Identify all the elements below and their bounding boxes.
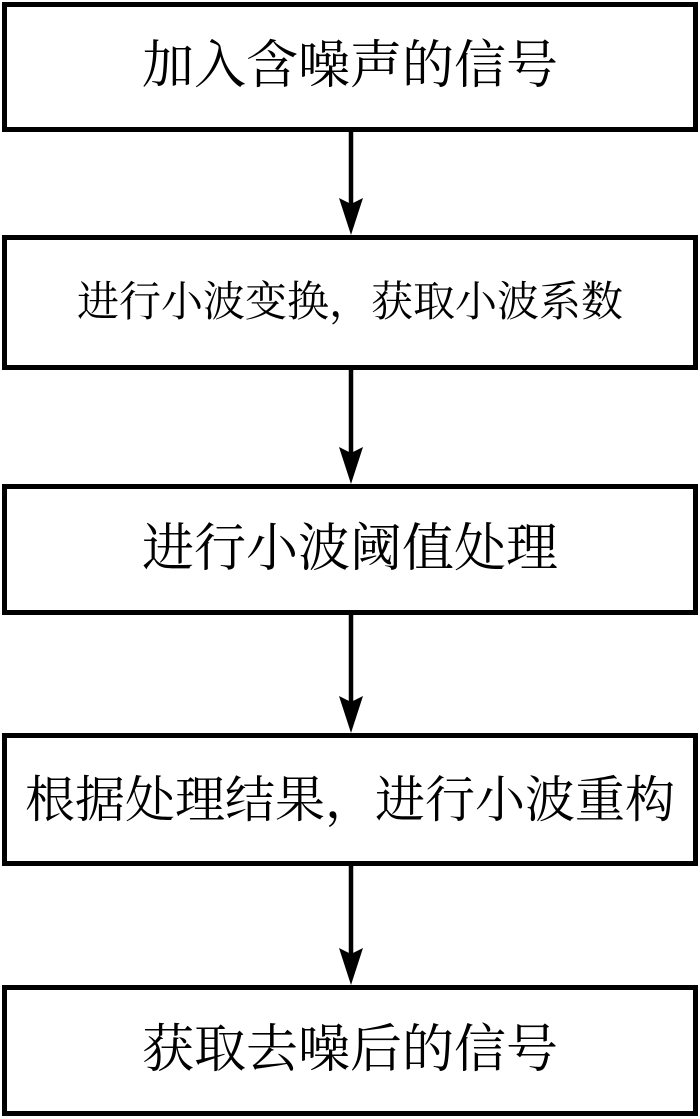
flow-node-step-4 [2,733,698,866]
flow-node-step-1-label: 加入含噪声的信号 [141,38,558,95]
flow-node-step-4-label: 根据处理结果，进行小波重构 [25,771,675,828]
flow-node-step-5 [2,985,698,1116]
flow-node-step-5-label: 获取去噪后的信号 [141,1021,558,1079]
flow-arrow-down-icon [336,866,366,985]
flow-arrow-down-icon [336,370,366,484]
flow-arrow-down-icon [336,132,366,235]
flow-node-step-3 [2,484,698,615]
flow-node-step-3-label: 进行小波阈值处理 [141,520,558,578]
flow-node-step-2-label: 进行小波变换，获取小波系数 [76,279,623,326]
flow-node-step-2 [2,235,698,370]
flow-arrow-down-icon [336,615,366,733]
flow-node-step-1 [2,2,698,132]
